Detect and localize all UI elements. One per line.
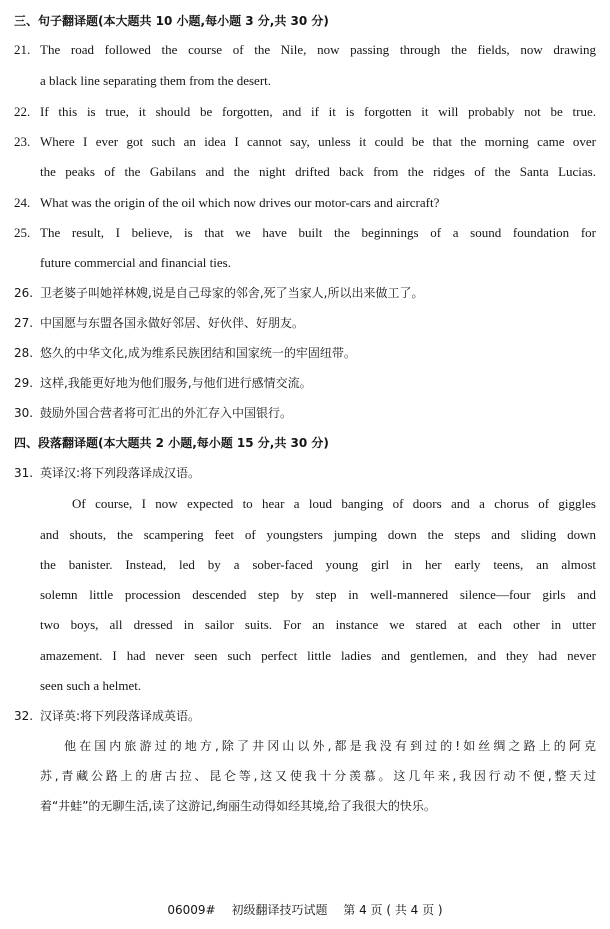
passage-31-line3: the banister. Instead, led by a sober-faced young girl in her early teens, an almost (40, 557, 596, 572)
section4-heading: 四、段落翻译题(本大题共 2 小题,每小题 15 分,共 30 分) (14, 436, 329, 450)
question-text: 悠久的中华文化,成为维系民族团结和国家统一的牢固纽带。 (40, 346, 356, 360)
question-text: The result, I believe, is that we have built the beginnings of a sound foundation for (40, 225, 596, 240)
question-30-line1 (14, 405, 596, 421)
question-27-line1 (14, 315, 596, 331)
passage-31-line7: seen such a helmet. (40, 678, 142, 693)
question-text: 卫老婆子叫她祥林嫂,说是自己母家的邻舍,死了当家人,所以出来做工了。 (40, 286, 424, 300)
question-25-line2: future commercial and financial ties. (40, 255, 231, 270)
question-24-line1 (14, 195, 596, 211)
question-29-line1 (14, 375, 596, 391)
question-21-line2: a black line separating them from the desert. (40, 73, 272, 88)
question-number: 23. (14, 134, 31, 149)
question-number: 32. (14, 709, 34, 723)
question-21-line1 (14, 42, 596, 58)
passage-32-line2: 苏,青藏公路上的唐古拉、昆仑等,这又使我十分羡慕。这几年来,我因行动不便,整天过 (40, 769, 596, 783)
question-instruction: 汉译英:将下列段落译成英语。 (40, 709, 201, 723)
question-number: 21. (14, 42, 31, 57)
passage-31-line5: two boys, all dressed in sailor suits. For an instance we stared at each other in utter (40, 617, 596, 632)
question-number: 28. (14, 346, 34, 360)
exam-title: 初级翻译技巧试题 (231, 903, 328, 917)
question-23-line2: the peaks of the Gabilans and the night drifted back from the ridges of the Santa Lucias. (40, 164, 596, 179)
question-23-line1 (14, 134, 596, 150)
passage-31-line1: Of course, I now expected to hear a loud banging of doors and a chorus of giggles (72, 496, 596, 511)
question-text: What was the origin of the oil which now drives our motor-cars and aircraft? (40, 195, 440, 210)
question-32-instruction (14, 708, 596, 724)
question-number: 31. (14, 466, 34, 480)
question-number: 29. (14, 376, 34, 390)
section3-heading: 三、句子翻译题(本大题共 10 小题,每小题 3 分,共 30 分) (14, 14, 329, 28)
question-28-line1 (14, 345, 596, 361)
question-26-line1 (14, 285, 596, 301)
question-number: 30. (14, 406, 34, 420)
question-31-instruction (14, 465, 596, 481)
question-text: 鼓励外国合营者将可汇出的外汇存入中国银行。 (40, 406, 293, 420)
question-text: Where I ever got such an idea I cannot say, unless it could be that the morning came over (40, 134, 596, 149)
passage-31-line6: amazement. I had never seen such perfect little ladies and gentlemen, and they had never (40, 648, 596, 663)
passage-31-line4: solemn little procession descended step by step in well-mannered silence—four girls and (40, 587, 596, 602)
question-number: 24. (14, 195, 31, 210)
question-text: The road followed the course of the Nile, now passing through the fields, now drawing (40, 42, 596, 57)
question-number: 26. (14, 286, 34, 300)
passage-31-line2: and shouts, the scampering feet of youngsters jumping down the steps and sliding down (40, 527, 596, 542)
question-text: If this is true, it should be forgotten, and if it is forgotten it will probably not be true. (40, 104, 596, 119)
passage-32-line3: 着“井蛙”的无聊生活,读了这游记,绚丽生动得如经其境,给了我很大的快乐。 (40, 799, 436, 813)
question-number: 22. (14, 104, 31, 119)
passage-32-line1: 他在国内旅游过的地方,除了井冈山以外,都是我没有到过的!如丝绸之路上的阿克 (64, 739, 596, 753)
page-number: 第 4 页 ( 共 4 页 ) (343, 903, 443, 917)
question-text: 这样,我能更好地为他们服务,与他们进行感情交流。 (40, 376, 312, 390)
question-instruction: 英译汉:将下列段落译成汉语。 (40, 466, 201, 480)
question-25-line1 (14, 225, 596, 241)
exam-code: 06009# (167, 903, 216, 917)
question-number: 25. (14, 225, 31, 240)
page-footer (0, 902, 610, 918)
question-22-line1 (14, 104, 596, 120)
question-text: 中国愿与东盟各国永做好邻居、好伙伴、好朋友。 (40, 316, 305, 330)
question-number: 27. (14, 316, 34, 330)
